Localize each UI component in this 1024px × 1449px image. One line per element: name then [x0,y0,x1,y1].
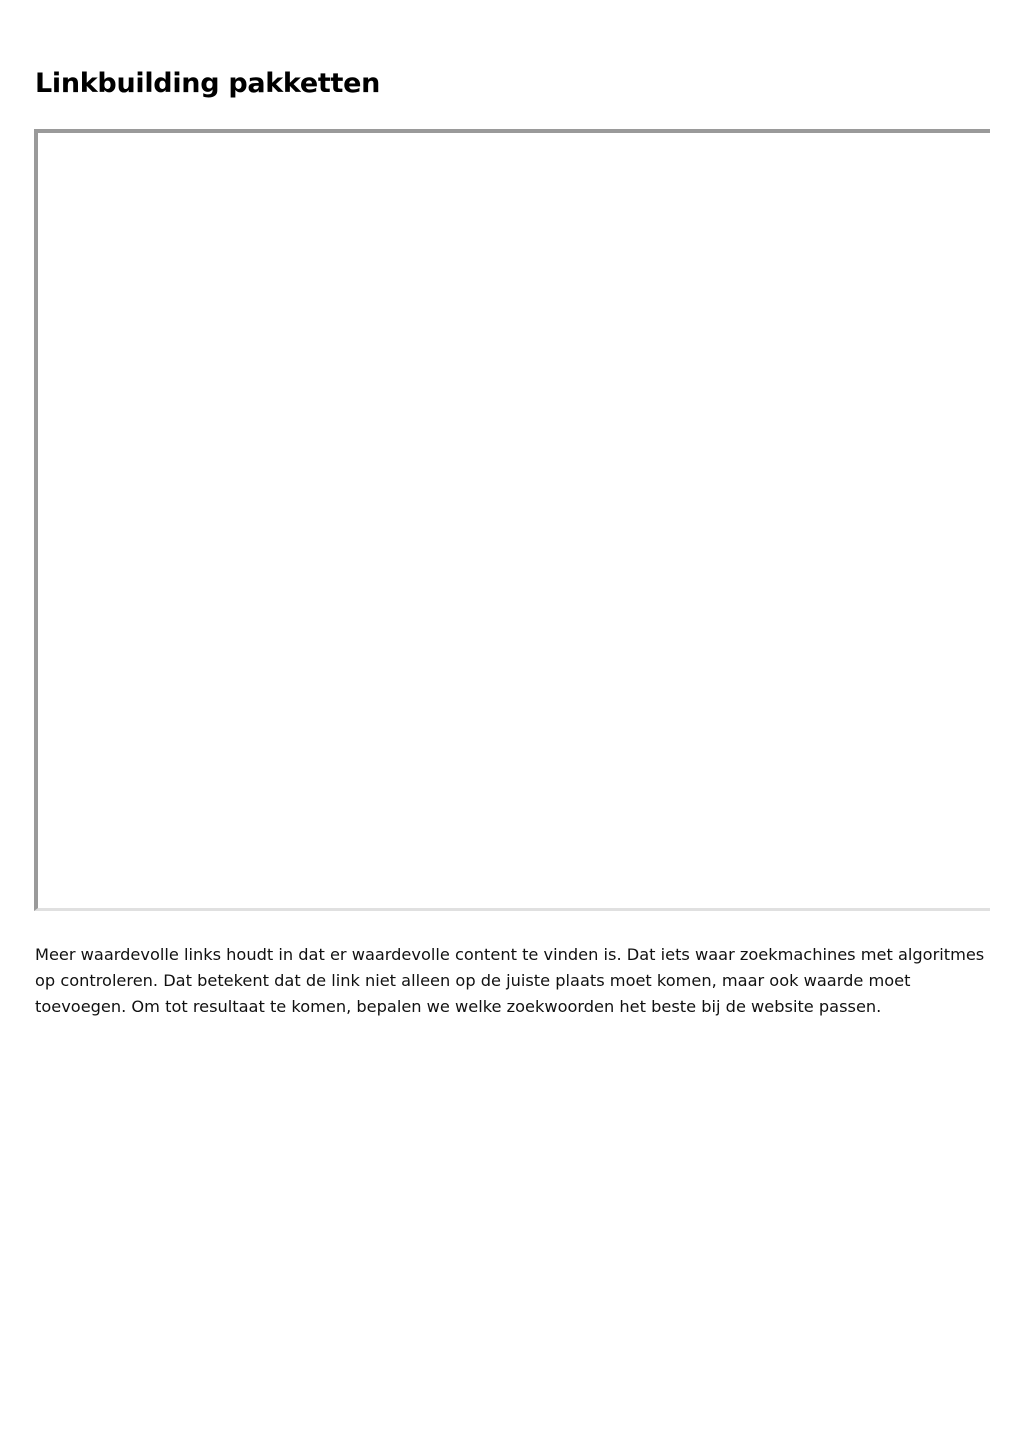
body-paragraph: Meer waardevolle links houdt in dat er waardevolle content te vinden is. Dat iets waar zoekmachines met algoritmes op controleren. Dat betekent dat de link niet alleen op de juiste plaats moet komen, maar ook waarde moet toevoegen. Om tot resultaat te komen, bepalen we welke zoekwoorden het beste bij de website passen. [35,945,985,1016]
page-title: Linkbuilding pakketten [35,68,381,99]
embedded-content-frame[interactable] [34,129,990,911]
